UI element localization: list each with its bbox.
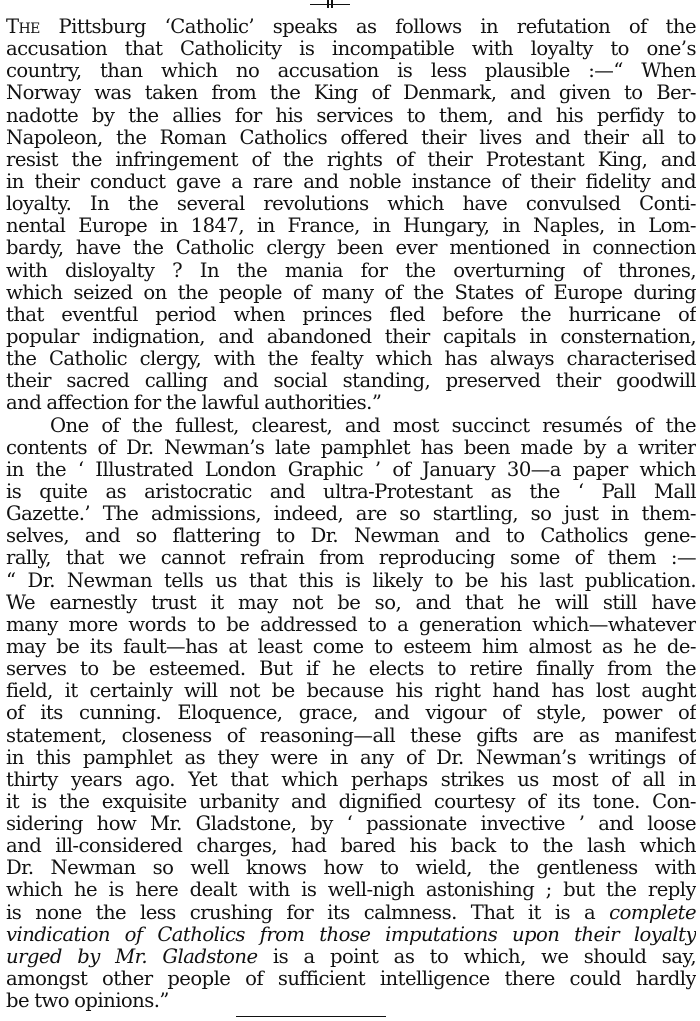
text-line: Dr. Newman so well knows how to wield, the gentleness with — [6, 857, 696, 880]
text-line: One of the fullest, clearest, and most succinct resumés of the — [50, 414, 696, 437]
text-line: country, than which no accusation is less plausible :—“ When — [6, 60, 696, 83]
text-line — [6, 16, 696, 38]
text-line: Napoleon, the Roman Catholics offered their lives and their all to — [6, 126, 696, 149]
text-line: selves, and so flattering to Dr. Newman and to Catholics gene- — [6, 525, 696, 548]
text-line: field, it certainly will not be because his right hand has lost aught — [6, 680, 696, 703]
text-line: We earnestly trust it may not be so, and that he will still have — [6, 591, 696, 614]
text-line: accusation that Catholicity is incompatible with loyalty to one’s — [6, 38, 696, 61]
text-line: serves to be esteemed. But if he elects to retire finally from the — [6, 658, 696, 681]
text-line: resist the infringement of the rights of their Protestant King, and — [6, 148, 696, 171]
text-line: nental Europe in 1847, in France, in Hungary, in Naples, in Lom- — [6, 215, 696, 238]
text-line: and ill-considered charges, had bared his back to the lash which — [6, 835, 696, 858]
text-line: statement, closeness of reasoning—all these gifts are as manifest — [6, 724, 696, 747]
article-body — [6, 16, 696, 1012]
text-line: and affection for the lawful authorities.” — [6, 392, 382, 415]
text-line: loyalty. In the several revolutions which have convulsed Conti- — [6, 193, 696, 216]
text-line: thirty years ago. Yet that which perhaps strikes us most of all in — [6, 768, 696, 791]
text-line: Norway was taken from the King of Denmark, and given to Ber- — [6, 82, 696, 105]
line-text: Pittsburg ‘Catholic’ speaks as follows in refutation of the — [39, 16, 696, 38]
text-line: bardy, have the Catholic clergy been ever mentioned in connection — [6, 237, 696, 260]
text-line: may be its fault—has at least come to esteem him almost as he de- — [6, 635, 696, 658]
text-line — [6, 946, 696, 968]
text-line: which he is here dealt with is well-nigh astonishing ; but the reply — [6, 879, 696, 902]
text-line: that eventful period when princes fled before the hurricane of — [6, 303, 696, 326]
text-line: be two opinions.” — [6, 990, 169, 1013]
text-line: rally, that we cannot refrain from reproducing some of them :— — [6, 547, 696, 570]
text-line: in their conduct gave a rare and noble instance of their fidelity and — [6, 170, 696, 193]
text-line: in the ‘ Illustrated London Graphic ’ of January 30—a paper which — [6, 458, 696, 481]
text-line — [6, 902, 696, 924]
text-line: the Catholic clergy, with the fealty which has always characterised — [6, 348, 696, 371]
text-line: which seized on the people of many of the States of Europe during — [6, 281, 696, 304]
text-line: vindication of Catholics from those imputations upon their loyalty — [6, 923, 696, 946]
italic-text: complete — [609, 901, 696, 924]
text-line: sidering how Mr. Gladstone, by ‘ passionate invective ’ and loose — [6, 813, 696, 836]
text-line: “ Dr. Newman tells us that this is likely to be his last publication. — [6, 569, 696, 592]
lead-word: The — [6, 16, 40, 38]
text-line: Gazette.’ The admissions, indeed, are so startling, so just in them- — [6, 503, 696, 526]
text-line: it is the exquisite urbanity and dignified courtesy of its tone. Con- — [6, 790, 696, 813]
text-line: popular indignation, and abandoned their capitals in consternation, — [6, 325, 696, 348]
line-text: is none the less crushing for its calmness. That it is a — [6, 901, 596, 924]
bottom-divider — [236, 1016, 386, 1017]
text-line: their sacred calling and social standing, preserved their goodwill — [6, 370, 696, 393]
text-line: of its cunning. Eloquence, grace, and vigour of style, power of — [6, 702, 696, 725]
text-line: with disloyalty ? In the mania for the overturning of thrones, — [6, 259, 696, 282]
text-line: in this pamphlet as they were in any of Dr. Newman’s writings of — [6, 746, 696, 769]
text-line: contents of Dr. Newman’s late pamphlet has been made by a writer — [6, 436, 696, 459]
text-line: is quite as aristocratic and ultra-Protestant as the ‘ Pall Mall — [6, 480, 696, 503]
italic-text: urged by Mr. Gladstone — [6, 945, 258, 968]
top-divider-ornament — [327, 0, 331, 8]
text-line: nadotte by the allies for his services to them, and his perfidy to — [6, 104, 696, 127]
text-line: many more words to be addressed to a generation which—whatever — [6, 613, 696, 636]
line-text: is a point as to which, we should say, — [257, 945, 696, 968]
text-line: amongst other people of sufficient intelligence there could hardly — [6, 968, 696, 991]
